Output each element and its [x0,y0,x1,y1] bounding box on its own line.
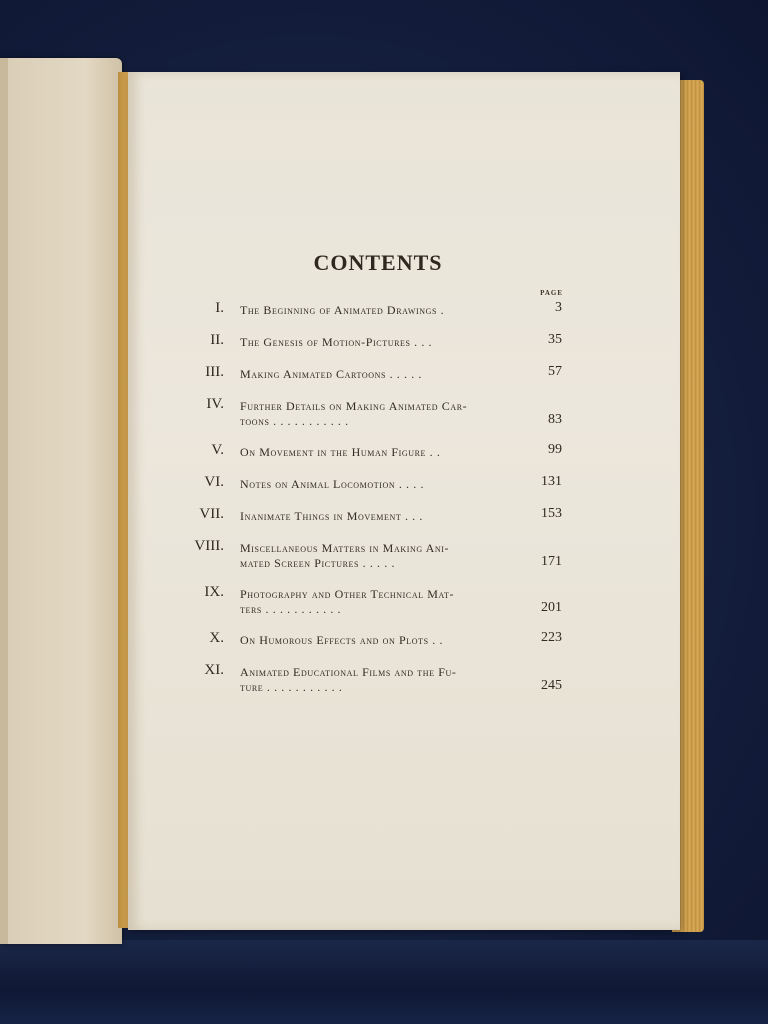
chapter-title: On Humorous Effects and on Plots . . [240,633,444,647]
chapter-number: III. [205,364,224,380]
chapter-page: 83 [548,412,562,427]
chapter-title-continued: ture . . . . . . . . . . . [240,680,343,694]
chapter-page: 223 [541,630,562,645]
chapter-title-continued: mated Screen Pictures . . . . . [240,556,396,570]
chapter-page: 57 [548,364,562,379]
chapter-title: Notes on Animal Locomotion . . . . [240,477,425,491]
chapter-title: On Movement in the Human Figure . . [240,445,441,459]
chapter-page: 171 [541,554,562,569]
chapter-title: Animated Educational Films and the Fu- [240,665,457,679]
chapter-number: IX. [204,584,224,600]
chapter-number: VI. [204,474,224,490]
page-column-label: PAGE [540,289,563,297]
chapter-page: 201 [541,600,562,615]
chapter-page: 99 [548,442,562,457]
chapter-title: Inanimate Things in Movement . . . [240,509,423,523]
chapter-page: 245 [541,678,562,693]
contents-page [128,72,680,930]
chapter-number: VIII. [194,538,224,554]
chapter-number: VII. [199,506,224,522]
chapter-number: X. [209,630,224,646]
chapter-number: IV. [206,396,224,412]
left-page [0,58,122,944]
chapter-number: II. [210,332,224,348]
chapter-title: Making Animated Cartoons . . . . . [240,367,423,381]
chapter-title: The Beginning of Animated Drawings . [240,303,445,317]
chapter-page: 3 [555,300,562,315]
chapter-title: Further Details on Making Animated Car- [240,399,468,413]
contents-heading: CONTENTS [313,250,443,275]
chapter-page: 131 [541,474,562,489]
chapter-number: XI. [204,662,224,678]
chapter-title: Miscellaneous Matters in Making Ani- [240,541,450,555]
left-page-edge [0,58,8,944]
chapter-title-continued: ters . . . . . . . . . . . [240,602,342,616]
chapter-page: 35 [548,332,562,347]
chapter-title: The Genesis of Motion-Pictures . . . [240,335,433,349]
chapter-title-continued: toons . . . . . . . . . . . [240,414,349,428]
chapter-title: Photography and Other Technical Mat- [240,587,455,601]
cloth-background [0,940,768,1024]
chapter-page: 153 [541,506,562,521]
chapter-number: I. [215,300,224,316]
chapter-number: V. [211,442,224,458]
